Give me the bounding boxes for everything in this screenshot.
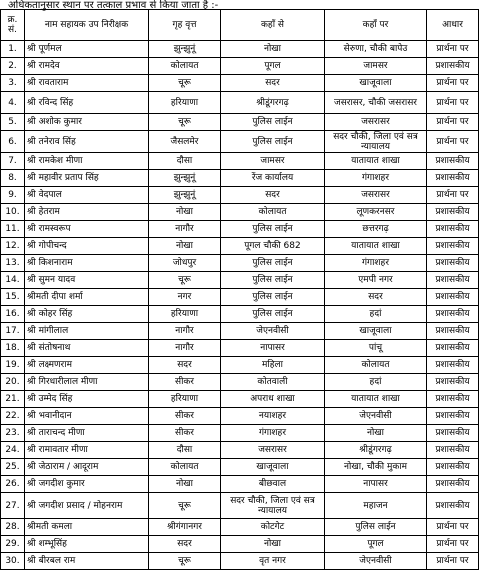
- table-header-row: [1, 10, 479, 41]
- cell-basis: प्रार्थना पर: [427, 187, 479, 204]
- cell-from: महिला: [221, 357, 325, 374]
- cell-basis: प्रशासकीय: [427, 272, 479, 289]
- table-row: [1, 425, 479, 442]
- table-row: [1, 221, 479, 238]
- cell-to: जेएनवीसी: [325, 553, 427, 570]
- cell-from: कोलायत: [221, 204, 325, 221]
- intro-text: अधिकतानुसार स्थान पर तत्काल प्रभाव से किया जाता है :-: [8, 0, 219, 11]
- cell-to: नोखा: [325, 425, 427, 442]
- cell-to: हदां: [325, 306, 427, 323]
- cell-to: कोलायत: [325, 357, 427, 374]
- cell-sn: 22.: [1, 408, 25, 425]
- cell-basis: प्रशासकीय: [427, 391, 479, 408]
- cell-to: गंगाशहर: [325, 255, 427, 272]
- cell-district: सदर: [149, 357, 221, 374]
- table-row: [1, 58, 479, 75]
- cell-district: कोलायत: [149, 459, 221, 476]
- cell-name: श्री कोहर सिंह: [25, 306, 149, 323]
- cell-to: जसरासर: [325, 114, 427, 131]
- cell-name: श्री अशोक कुमार: [25, 114, 149, 131]
- table-row: [1, 553, 479, 570]
- cell-district: चूरू: [149, 553, 221, 570]
- cell-name: श्री शम्भूसिंह: [25, 536, 149, 553]
- cell-to: सेरुणा, चौकी बापेउ: [325, 41, 427, 58]
- cell-district: जैसलमेर: [149, 131, 221, 153]
- cell-basis: प्रशासकीय: [427, 153, 479, 170]
- cell-to: श्रीडूंगरगढ़: [325, 442, 427, 459]
- cell-name: श्री ताराचन्द मीणा: [25, 425, 149, 442]
- cell-name: श्री तनेराव सिंह: [25, 131, 149, 153]
- table-row: [1, 357, 479, 374]
- cell-name: श्रीमती दीपा शर्मा: [25, 289, 149, 306]
- cell-sn: 12.: [1, 238, 25, 255]
- cell-district: जोधपुर: [149, 255, 221, 272]
- cell-name: श्री भवानीदान: [25, 408, 149, 425]
- cell-name: श्री मांगीलाल: [25, 323, 149, 340]
- cell-from: पुलिस लाईन: [221, 221, 325, 238]
- cell-to: हदां: [325, 374, 427, 391]
- cell-district: हरियाणा: [149, 306, 221, 323]
- header-district: गृह वृत्त: [149, 10, 221, 41]
- cell-from: सदर चौकी, जिला एवं सत्र न्यायालय: [221, 493, 325, 519]
- cell-from: खाजूवाला: [221, 459, 325, 476]
- cell-from: नापासर: [221, 340, 325, 357]
- cell-to: नापासर: [325, 476, 427, 493]
- cell-sn: 23.: [1, 425, 25, 442]
- cell-district: झुन्झुनूं: [149, 41, 221, 58]
- cell-district: नगर: [149, 289, 221, 306]
- cell-sn: 4.: [1, 92, 25, 114]
- cell-from: गंगाशहर: [221, 425, 325, 442]
- cell-to: जेएनवीसी: [325, 408, 427, 425]
- cell-to: खाजूवाला: [325, 323, 427, 340]
- table-row: [1, 519, 479, 536]
- cell-from: पुलिस लाईन: [221, 255, 325, 272]
- cell-from: नयाशहर: [221, 408, 325, 425]
- cell-from: सदर: [221, 75, 325, 92]
- cell-district: सीकर: [149, 425, 221, 442]
- cell-district: चूरू: [149, 75, 221, 92]
- cell-basis: प्रार्थना पर: [427, 131, 479, 153]
- cell-name: श्री लक्ष्मणराम: [25, 357, 149, 374]
- cell-name: श्री बीरबल राम: [25, 553, 149, 570]
- table-row: [1, 323, 479, 340]
- cell-to: एमपी नगर: [325, 272, 427, 289]
- cell-from: श्रीडूंगरगढ़: [221, 92, 325, 114]
- cell-sn: 18.: [1, 340, 25, 357]
- cell-name: श्री रामस्वरूप: [25, 221, 149, 238]
- cell-name: श्री किशनाराम: [25, 255, 149, 272]
- cell-basis: प्रशासकीय: [427, 408, 479, 425]
- cell-sn: 15.: [1, 289, 25, 306]
- header-sn: क्र. सं.: [1, 10, 25, 41]
- cell-sn: 2.: [1, 58, 25, 75]
- cell-name: श्री सुमन यादव: [25, 272, 149, 289]
- cell-to: जसरासर, चौकी जसरासर: [325, 92, 427, 114]
- cell-basis: प्रशासकीय: [427, 323, 479, 340]
- cell-to: गंगाशहर: [325, 170, 427, 187]
- cell-sn: 7.: [1, 153, 25, 170]
- cell-sn: 29.: [1, 536, 25, 553]
- cell-sn: 6.: [1, 131, 25, 153]
- header-from: कहाँ से: [221, 10, 325, 41]
- cell-from: पूगल चौकी 682: [221, 238, 325, 255]
- cell-to: पूगल: [325, 536, 427, 553]
- cell-sn: 19.: [1, 357, 25, 374]
- cell-district: नोखा: [149, 238, 221, 255]
- table-row: [1, 374, 479, 391]
- cell-district: चूरू: [149, 272, 221, 289]
- cell-district: चूरू: [149, 114, 221, 131]
- cell-from: जामसर: [221, 153, 325, 170]
- cell-basis: प्रशासकीय: [427, 493, 479, 519]
- cell-sn: 24.: [1, 442, 25, 459]
- cell-name: श्री जगदीश प्रसाद / मोहनराम: [25, 493, 149, 519]
- cell-to: नोखा, चौकी मुकाम: [325, 459, 427, 476]
- cell-sn: 27.: [1, 493, 25, 519]
- cell-from: पुलिस लाईन: [221, 272, 325, 289]
- cell-district: दौसा: [149, 442, 221, 459]
- cell-name: श्री उम्मेद सिंह: [25, 391, 149, 408]
- cell-basis: प्रशासकीय: [427, 221, 479, 238]
- cell-basis: प्रशासकीय: [427, 204, 479, 221]
- header-name: नाम सहायक उप निरीक्षक: [25, 10, 149, 41]
- cell-to: जसरासर: [325, 187, 427, 204]
- cell-from: पुलिस लाईन: [221, 289, 325, 306]
- cell-to: खाजूवाला: [325, 75, 427, 92]
- cell-basis: प्रार्थना पर: [427, 75, 479, 92]
- cell-sn: 14.: [1, 272, 25, 289]
- cell-to: पुलिस लाईन: [325, 519, 427, 536]
- cell-to: यातायात शाखा: [325, 153, 427, 170]
- cell-basis: प्रशासकीय: [427, 442, 479, 459]
- cell-district: सीकर: [149, 408, 221, 425]
- table-row: [1, 238, 479, 255]
- cell-to: सदर: [325, 289, 427, 306]
- cell-name: श्री पूर्णमल: [25, 41, 149, 58]
- cell-from: वृत नगर: [221, 553, 325, 570]
- cell-sn: 13.: [1, 255, 25, 272]
- cell-district: सदर: [149, 536, 221, 553]
- table-row: [1, 442, 479, 459]
- cell-from: पूगल: [221, 58, 325, 75]
- cell-basis: प्रशासकीय: [427, 58, 479, 75]
- header-basis: आधार: [427, 10, 479, 41]
- table-row: [1, 75, 479, 92]
- cell-to: महाजन: [325, 493, 427, 519]
- table-row: [1, 476, 479, 493]
- cell-basis: प्रशासकीय: [427, 476, 479, 493]
- cell-basis: प्रशासकीय: [427, 255, 479, 272]
- cell-from: पुलिस लाईन: [221, 306, 325, 323]
- table-row: [1, 391, 479, 408]
- cell-sn: 3.: [1, 75, 25, 92]
- table-row: [1, 153, 479, 170]
- cell-district: नागौर: [149, 221, 221, 238]
- cell-from: रेंज कार्यालय: [221, 170, 325, 187]
- cell-district: नागौर: [149, 323, 221, 340]
- cell-from: नोखा: [221, 536, 325, 553]
- cell-basis: प्रार्थना पर: [427, 519, 479, 536]
- cell-district: दौसा: [149, 153, 221, 170]
- transfer-table: [0, 9, 479, 570]
- cell-to: लूणकरनसर: [325, 204, 427, 221]
- cell-sn: 11.: [1, 221, 25, 238]
- cell-basis: प्रार्थना पर: [427, 41, 479, 58]
- cell-sn: 16.: [1, 306, 25, 323]
- cell-sn: 20.: [1, 374, 25, 391]
- cell-sn: 17.: [1, 323, 25, 340]
- cell-basis: प्रार्थना पर: [427, 536, 479, 553]
- cell-from: जेएनवीसी: [221, 323, 325, 340]
- cell-district: हरियाणा: [149, 92, 221, 114]
- cell-name: श्री गिरधारीलाल मीणा: [25, 374, 149, 391]
- cell-basis: प्रशासकीय: [427, 374, 479, 391]
- cell-from: बीछवाल: [221, 476, 325, 493]
- cell-name: श्री रामावतार मीणा: [25, 442, 149, 459]
- cell-district: नोखा: [149, 476, 221, 493]
- cell-basis: प्रार्थना पर: [427, 114, 479, 131]
- cell-basis: प्रशासकीय: [427, 306, 479, 323]
- cell-name: श्री जेठाराम / आदूराम: [25, 459, 149, 476]
- cell-district: चूरू: [149, 493, 221, 519]
- cell-sn: 30.: [1, 553, 25, 570]
- cell-sn: 21.: [1, 391, 25, 408]
- cell-district: श्रीगंगानगर: [149, 519, 221, 536]
- cell-from: पुलिस लाईन: [221, 131, 325, 153]
- cell-district: झुन्झुनूं: [149, 187, 221, 204]
- cell-basis: प्रशासकीय: [427, 357, 479, 374]
- cell-basis: प्रशासकीय: [427, 170, 479, 187]
- cell-name: श्री रविन्द सिंह: [25, 92, 149, 114]
- cell-to: छत्तरगढ़: [325, 221, 427, 238]
- cell-sn: 5.: [1, 114, 25, 131]
- cell-to: यातायात शाखा: [325, 238, 427, 255]
- cell-name: श्री वेदपाल: [25, 187, 149, 204]
- table-row: [1, 204, 479, 221]
- cell-sn: 26.: [1, 476, 25, 493]
- table-row: [1, 255, 479, 272]
- cell-basis: प्रशासकीय: [427, 459, 479, 476]
- cell-from: सदर: [221, 187, 325, 204]
- cell-name: श्री संतोषनाथ: [25, 340, 149, 357]
- table-row: [1, 536, 479, 553]
- cell-name: श्री रावताराम: [25, 75, 149, 92]
- cell-basis: प्रशासकीय: [427, 425, 479, 442]
- table-row: [1, 131, 479, 153]
- cell-district: नागौर: [149, 340, 221, 357]
- cell-name: श्री रामकेश मीणा: [25, 153, 149, 170]
- table-row: [1, 114, 479, 131]
- table-row: [1, 272, 479, 289]
- cell-sn: 25.: [1, 459, 25, 476]
- cell-name: श्री गोपीचन्द: [25, 238, 149, 255]
- cell-sn: 8.: [1, 170, 25, 187]
- cell-from: कोतवाली: [221, 374, 325, 391]
- table-row: [1, 41, 479, 58]
- cell-name: श्री रामदेव: [25, 58, 149, 75]
- cell-sn: 10.: [1, 204, 25, 221]
- cell-basis: प्रशासकीय: [427, 340, 479, 357]
- cell-basis: प्रार्थना पर: [427, 92, 479, 114]
- cell-from: कोटगेट: [221, 519, 325, 536]
- cell-basis: प्रार्थना पर: [427, 553, 479, 570]
- cell-name: श्री महावीर प्रताप सिंह: [25, 170, 149, 187]
- cell-name: श्री हेतराम: [25, 204, 149, 221]
- table-row: [1, 187, 479, 204]
- cell-sn: 9.: [1, 187, 25, 204]
- cell-to: यातायात शाखा: [325, 391, 427, 408]
- table-row: [1, 92, 479, 114]
- header-to: कहाँ पर: [325, 10, 427, 41]
- cell-sn: 28.: [1, 519, 25, 536]
- cell-district: झुन्झुनूं: [149, 170, 221, 187]
- cell-to: सदर चौकी, जिला एवं सत्र न्यायालय: [325, 131, 427, 153]
- cell-to: पांचू: [325, 340, 427, 357]
- cell-name: श्री जगदीश कुमार: [25, 476, 149, 493]
- cell-district: नोखा: [149, 204, 221, 221]
- cell-name: श्रीमती कमला: [25, 519, 149, 536]
- table-row: [1, 408, 479, 425]
- cell-sn: 1.: [1, 41, 25, 58]
- cell-from: अपराध शाखा: [221, 391, 325, 408]
- table-row: [1, 340, 479, 357]
- table-row: [1, 306, 479, 323]
- table-row: [1, 459, 479, 476]
- cell-district: सीकर: [149, 374, 221, 391]
- cell-basis: प्रशासकीय: [427, 238, 479, 255]
- cell-district: कोलायत: [149, 58, 221, 75]
- cell-from: पुलिस लाईन: [221, 114, 325, 131]
- table-row: [1, 170, 479, 187]
- cell-from: नोखा: [221, 41, 325, 58]
- cell-to: जामसर: [325, 58, 427, 75]
- table-row: [1, 289, 479, 306]
- cell-basis: प्रशासकीय: [427, 289, 479, 306]
- cell-from: जसरासर: [221, 442, 325, 459]
- cell-district: हरियाणा: [149, 391, 221, 408]
